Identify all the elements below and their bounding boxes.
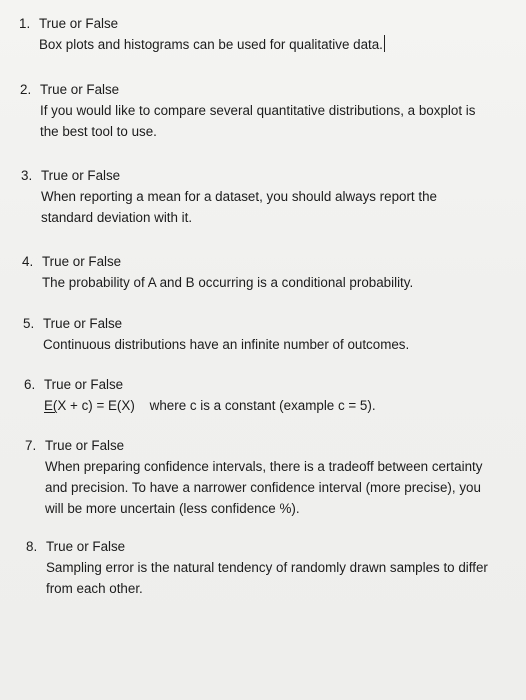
question-line: Continuous distributions have an infinite number of outcomes. [43,337,410,352]
question-number: 6. [24,377,36,392]
question-2 [20,79,475,142]
formula-expression: X + c) = E(X) [57,398,135,413]
question-text [21,186,437,228]
question-text [26,557,488,599]
formula-note: where c is a constant (example c = 5). [149,398,376,413]
question-text [20,100,475,142]
question-number: 4. [22,254,34,269]
question-text [25,456,482,519]
question-line: If you would like to compare several quantitative distributions, a boxplot is [40,103,476,118]
question-7 [25,435,482,519]
question-3 [21,165,437,228]
question-number: 5. [23,316,35,331]
question-text [24,395,376,416]
question-line: from each other. [46,581,143,596]
question-text [23,334,409,355]
question-text[interactable] [19,34,385,55]
question-line: standard deviation with it. [41,210,193,225]
question-number: 2. [20,82,32,97]
question-line: Sampling error is the natural tendency of randomly drawn samples to differ [46,560,488,575]
question-number: 1. [19,16,31,31]
question-type: True or False [41,168,121,183]
question-type: True or False [43,316,123,331]
question-line: When preparing confidence intervals, there is a tradeoff between certainty [45,459,483,474]
question-5 [23,313,409,355]
question-line: the best tool to use. [40,124,157,139]
question-text [22,272,413,293]
question-line: will be more uncertain (less confidence %). [45,501,300,516]
question-number: 7. [25,438,37,453]
question-8 [26,536,488,599]
question-type: True or False [46,539,126,554]
question-line: The probability of A and B occurring is a conditional probability. [42,275,414,290]
question-type: True or False [42,254,122,269]
question-number: 3. [21,168,33,183]
question-1 [19,13,385,55]
question-line: When reporting a mean for a dataset, you should always report the [41,189,437,204]
question-4 [22,251,413,293]
question-line: and precision. To have a narrower confidence interval (more precise), you [45,480,481,495]
question-type: True or False [40,82,120,97]
question-type: True or False [39,16,119,31]
text-cursor [384,35,385,52]
question-number: 8. [26,539,38,554]
question-6 [24,374,376,416]
question-line: Box plots and histograms can be used for qualitative data. [39,37,383,52]
question-type: True or False [44,377,124,392]
formula-underlined: E( [44,398,58,413]
question-type: True or False [45,438,125,453]
